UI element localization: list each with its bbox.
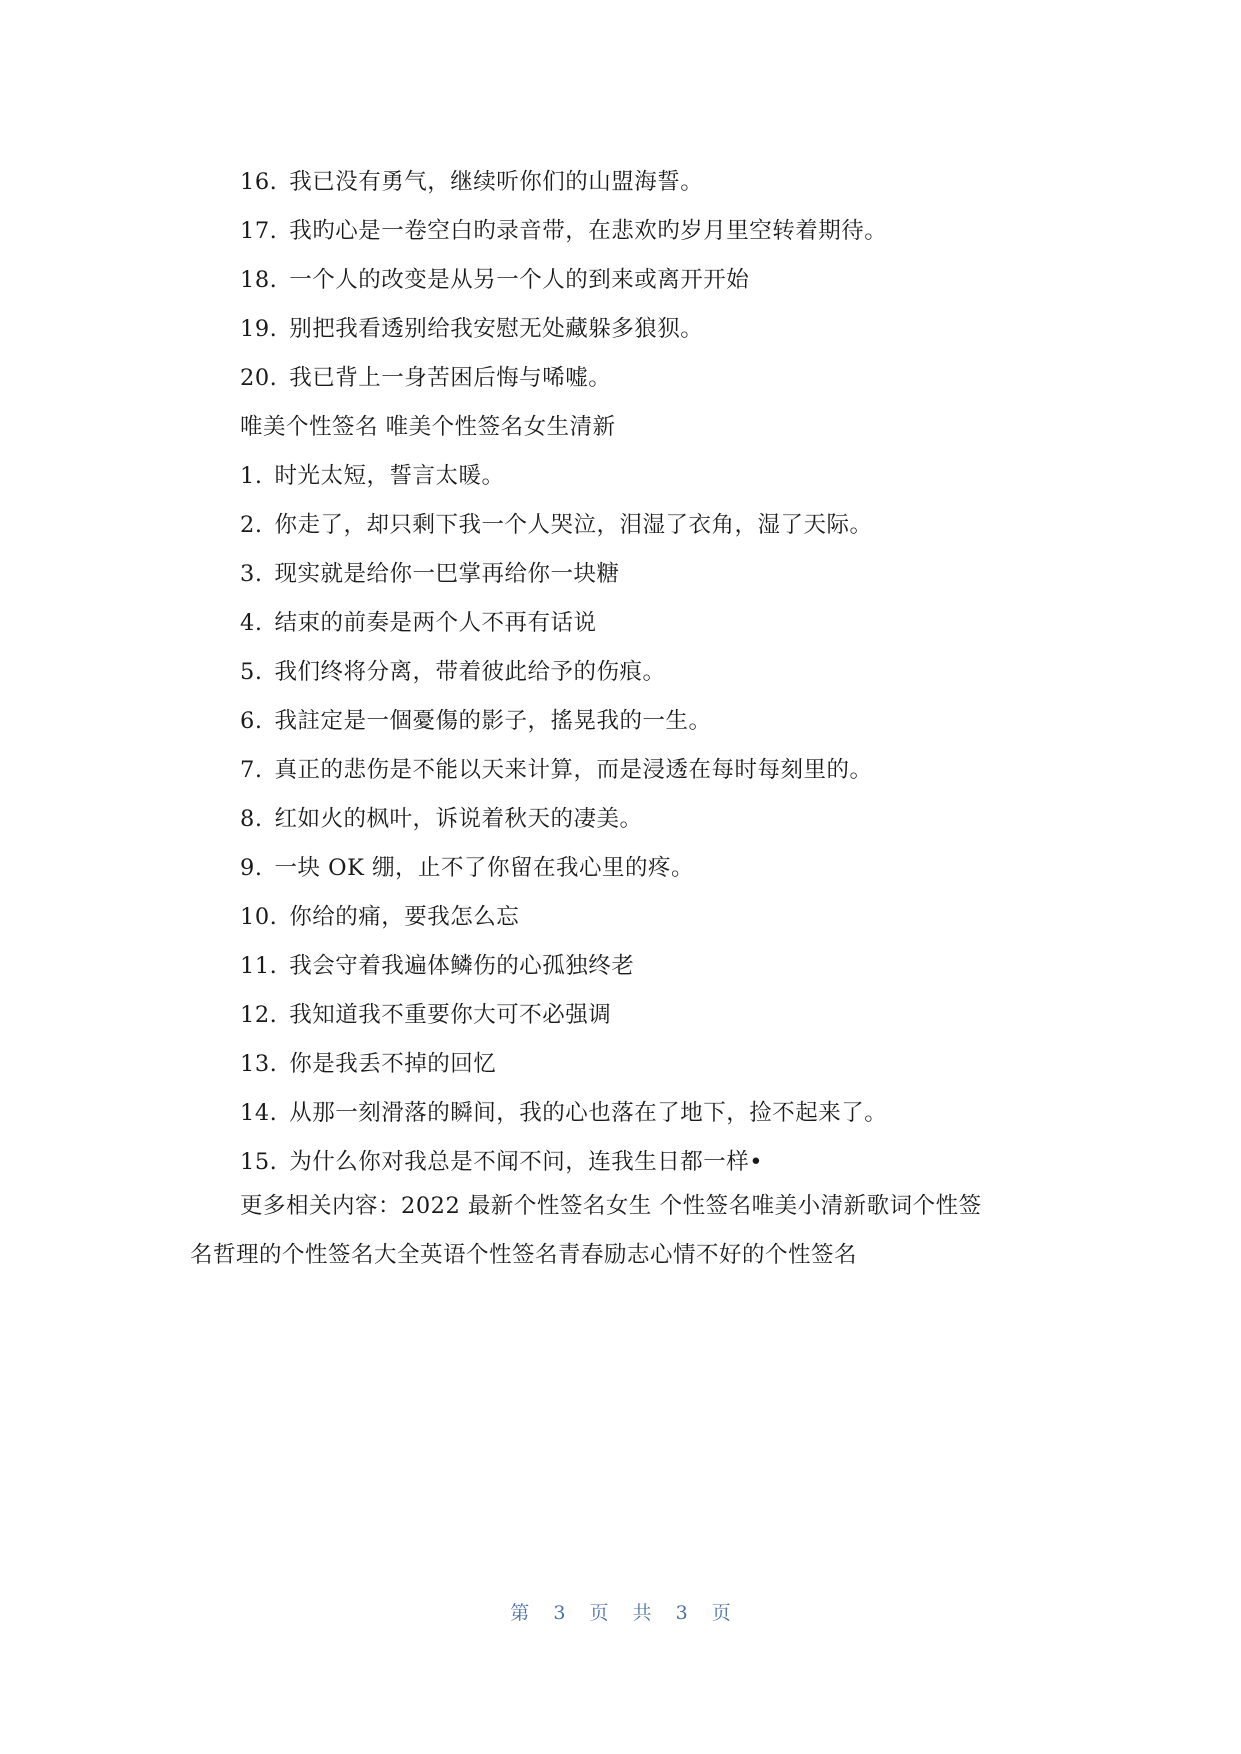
signature-list-bottom <box>240 452 1060 1187</box>
list-item <box>240 599 1060 648</box>
list-item <box>240 942 1060 991</box>
item-number: 7. <box>240 757 263 783</box>
related-line-2: 名哲理的个性签名大全英语个性签名青春励志心情不好的个性签名 <box>190 1242 858 1268</box>
signature-list-top <box>240 158 1060 403</box>
list-item <box>240 1089 1060 1138</box>
item-text: 一个人的改变是从另一个人的到来或离开开始 <box>289 267 750 293</box>
list-item <box>240 795 1060 844</box>
list-item <box>240 207 1060 256</box>
item-number: 11. <box>240 953 278 979</box>
list-item <box>240 1138 1060 1187</box>
list-item <box>240 844 1060 893</box>
item-number: 1. <box>240 463 263 489</box>
item-number: 12. <box>240 1002 278 1028</box>
footer-page-label: 第 <box>510 1602 530 1624</box>
list-item <box>240 501 1060 550</box>
item-text: 我知道我不重要你大可不必强调 <box>289 1002 612 1028</box>
item-text: 现实就是给你一巴掌再给你一块糖 <box>274 561 620 587</box>
item-number: 5. <box>240 659 263 685</box>
list-item <box>240 746 1060 795</box>
item-number: 18. <box>240 267 278 293</box>
footer-page-label-end: 页 <box>589 1602 609 1624</box>
footer-current-page: 3 <box>553 1602 566 1624</box>
item-text: 我会守着我遍体鳞伤的心孤独终老 <box>289 953 635 979</box>
list-item <box>240 697 1060 746</box>
list-item <box>240 452 1060 501</box>
item-text: 一块 OK 绷，止不了你留在我心里的疼。 <box>274 855 695 881</box>
item-text: 你是我丢不掉的回忆 <box>289 1051 497 1077</box>
item-number: 4. <box>240 610 263 636</box>
list-item <box>240 354 1060 403</box>
item-number: 9. <box>240 855 263 881</box>
list-item <box>240 550 1060 599</box>
footer-total-label-end: 页 <box>711 1602 731 1624</box>
item-number: 15. <box>240 1149 278 1175</box>
item-text: 别把我看透别给我安慰无处藏躲多狼狈。 <box>289 316 704 342</box>
item-text: 我旳心是一卷空白旳录音带，在悲欢旳岁月里空转着期待。 <box>289 218 888 244</box>
item-text: 红如火的枫叶，诉说着秋天的凄美。 <box>274 806 643 832</box>
item-number: 16. <box>240 169 278 195</box>
page-footer <box>0 1598 1241 1625</box>
item-text: 我们终将分离，带着彼此给予的伤痕。 <box>274 659 666 685</box>
section-heading: 唯美个性签名 唯美个性签名女生清新 <box>240 414 616 440</box>
item-number: 19. <box>240 316 278 342</box>
related-content-paragraph <box>190 1182 1060 1280</box>
item-number: 3. <box>240 561 263 587</box>
item-text: 我已背上一身苦困后悔与唏嘘。 <box>289 365 612 391</box>
item-text: 结束的前奏是两个人不再有话说 <box>274 610 597 636</box>
item-text: 我註定是一個憂傷的影子，搖晃我的一生。 <box>274 708 712 734</box>
related-line-1: 更多相关内容：2022 最新个性签名女生 个性签名唯美小清新歌词个性签 <box>240 1193 982 1219</box>
item-text: 从那一刻滑落的瞬间，我的心也落在了地下，捡不起来了。 <box>289 1100 888 1126</box>
item-number: 17. <box>240 218 278 244</box>
item-number: 20. <box>240 365 278 391</box>
list-item <box>240 648 1060 697</box>
list-item <box>240 305 1060 354</box>
item-number: 2. <box>240 512 263 538</box>
item-text: 你给的痛，要我怎么忘 <box>289 904 520 930</box>
item-number: 6. <box>240 708 263 734</box>
item-text: 你走了，却只剩下我一个人哭泣，泪湿了衣角，湿了天际。 <box>274 512 873 538</box>
item-text: 真正的悲伤是不能以天来计算，而是浸透在每时每刻里的。 <box>274 757 873 783</box>
item-number: 10. <box>240 904 278 930</box>
list-item <box>240 158 1060 207</box>
footer-total-pages: 3 <box>675 1602 688 1624</box>
list-item <box>240 256 1060 305</box>
item-text: 我已没有勇气，继续听你们的山盟海誓。 <box>289 169 704 195</box>
list-item <box>240 991 1060 1040</box>
footer-total-label: 共 <box>632 1602 652 1624</box>
list-item <box>240 893 1060 942</box>
list-item <box>240 1040 1060 1089</box>
item-number: 8. <box>240 806 263 832</box>
item-number: 13. <box>240 1051 278 1077</box>
item-text: 时光太短，誓言太暖。 <box>274 463 505 489</box>
item-text: 为什么你对我总是不闻不问，连我生日都一样• <box>289 1149 764 1175</box>
item-number: 14. <box>240 1100 278 1126</box>
